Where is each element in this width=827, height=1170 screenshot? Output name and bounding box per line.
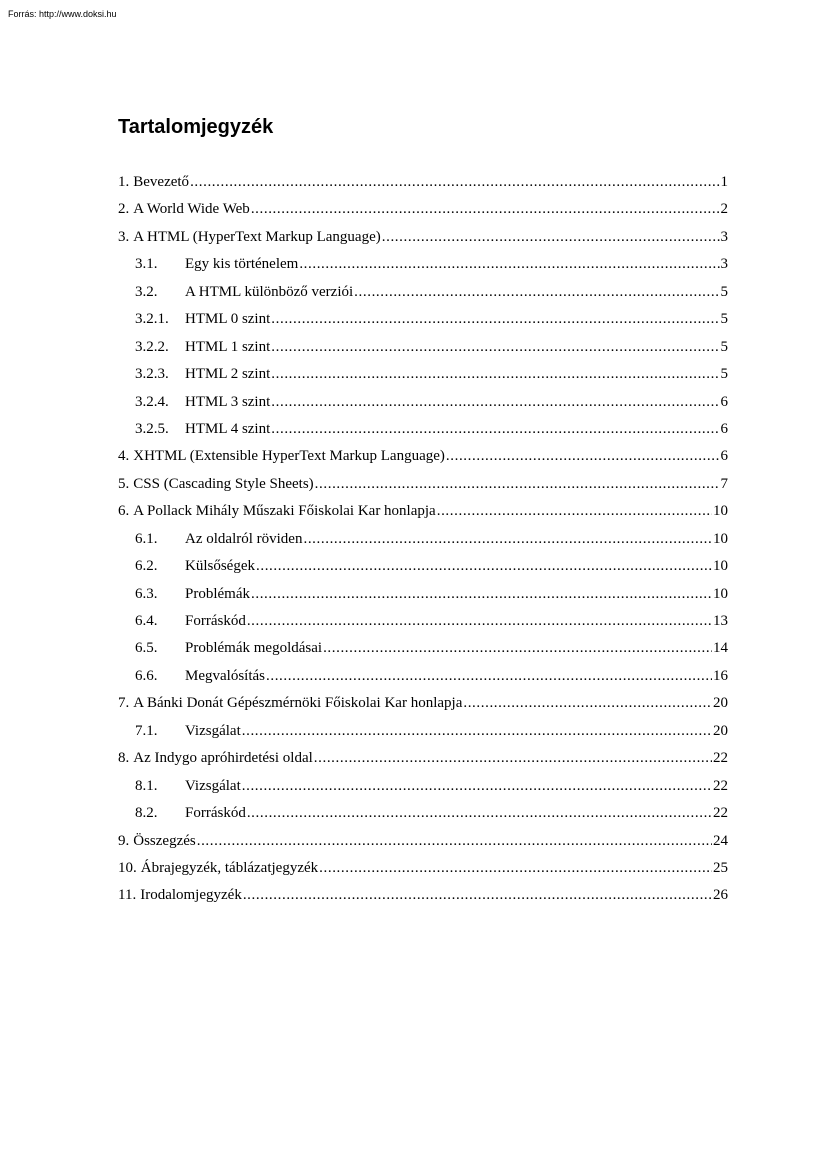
toc-leader-dots: [382, 224, 720, 251]
toc-entry-page: 5: [720, 338, 728, 355]
toc-entry-title: A HTML (HyperText Markup Language): [133, 228, 381, 245]
toc-entry-title: Vizsgálat: [185, 722, 241, 739]
toc-leader-dots: [271, 306, 719, 333]
toc-entry[interactable]: [118, 855, 728, 882]
toc-entry[interactable]: [118, 443, 728, 470]
toc-entry-number: 6.2.: [135, 558, 158, 575]
toc-entry[interactable]: [118, 334, 728, 361]
toc-entry-title: Az Indygo apróhirdetési oldal: [133, 750, 313, 767]
toc-entry-page: 6: [720, 393, 728, 410]
toc-entry-title: Problémák: [185, 585, 250, 602]
toc-entry-title: Megvalósítás: [185, 667, 265, 684]
toc-entry-number: 11.: [118, 887, 137, 904]
toc-entry-number: 9.: [118, 832, 130, 849]
toc-leader-dots: [271, 389, 719, 416]
toc-leader-dots: [271, 334, 719, 361]
toc-entry[interactable]: [118, 581, 728, 608]
toc-entry[interactable]: [118, 553, 728, 580]
toc-entry-number: 6.6.: [135, 667, 158, 684]
toc-leader-dots: [271, 416, 719, 443]
toc-entry-number: 3.2.5.: [135, 420, 169, 437]
toc-entry-page: 10: [713, 503, 728, 520]
toc-entry[interactable]: [118, 361, 728, 388]
toc-entry-page: 20: [713, 695, 728, 712]
toc-entry[interactable]: [118, 828, 728, 855]
toc-entry-number: 3.2.1.: [135, 311, 169, 328]
toc-entry[interactable]: [118, 389, 728, 416]
toc-entry-number: 7.1.: [135, 722, 158, 739]
toc-entry-page: 10: [713, 585, 728, 602]
toc-entry-title: Forráskód: [185, 805, 246, 822]
toc-entry[interactable]: [118, 690, 728, 717]
toc-leader-dots: [271, 361, 719, 388]
toc-entry-number: 3.2.: [135, 283, 158, 300]
toc-entry-title: CSS (Cascading Style Sheets): [133, 475, 314, 492]
toc-leader-dots: [242, 718, 712, 745]
source-note: Forrás: http://www.doksi.hu: [8, 9, 117, 19]
toc-entry[interactable]: [118, 471, 728, 498]
toc-leader-dots: [463, 690, 712, 717]
table-of-contents: [118, 169, 728, 910]
toc-leader-dots: [315, 471, 720, 498]
toc-entry-page: 22: [713, 750, 728, 767]
toc-entry-page: 7: [720, 475, 728, 492]
toc-leader-dots: [354, 279, 719, 306]
toc-entry-number: 3.2.3.: [135, 366, 169, 383]
toc-entry-page: 2: [720, 201, 728, 218]
toc-entry-title: A Bánki Donát Gépészmérnöki Főiskolai Kar honlapja: [133, 695, 463, 712]
toc-entry[interactable]: [118, 279, 728, 306]
toc-entry-number: 1.: [118, 174, 130, 190]
toc-entry[interactable]: [118, 608, 728, 635]
toc-entry-page: 1: [720, 174, 728, 190]
toc-entry[interactable]: [118, 882, 728, 909]
toc-leader-dots: [251, 196, 720, 223]
toc-entry[interactable]: [118, 169, 728, 196]
toc-entry-number: 6.4.: [135, 613, 158, 629]
toc-entry-page: 20: [713, 722, 728, 739]
toc-entry-title: Forráskód: [185, 613, 246, 629]
toc-entry-page: 16: [713, 667, 728, 684]
toc-leader-dots: [266, 663, 712, 690]
toc-leader-dots: [242, 773, 712, 800]
toc-entry[interactable]: [118, 498, 728, 525]
toc-entry-number: 3.2.4.: [135, 393, 169, 410]
toc-entry-page: 10: [713, 558, 728, 575]
toc-entry-number: 3.: [118, 228, 130, 245]
toc-entry-title: HTML 3 szint: [185, 393, 271, 410]
toc-entry-number: 3.2.2.: [135, 338, 169, 355]
toc-leader-dots: [303, 526, 712, 553]
toc-leader-dots: [190, 169, 719, 196]
toc-entry-page: 3: [720, 256, 728, 273]
toc-entry-title: Külsőségek: [185, 558, 255, 575]
toc-leader-dots: [319, 855, 712, 882]
toc-leader-dots: [299, 251, 719, 278]
toc-entry-page: 6: [720, 420, 728, 437]
toc-leader-dots: [256, 553, 712, 580]
toc-entry-number: 6.: [118, 503, 130, 520]
toc-entry[interactable]: [118, 224, 728, 251]
toc-entry-number: 4.: [118, 448, 130, 465]
toc-entry-number: 8.2.: [135, 805, 158, 822]
toc-entry-page: 22: [713, 805, 728, 822]
toc-entry-page: 13: [713, 613, 728, 629]
toc-entry[interactable]: [118, 416, 728, 443]
toc-entry-number: 8.: [118, 750, 130, 767]
toc-entry-title: A Pollack Mihály Műszaki Főiskolai Kar honlapja: [133, 503, 436, 520]
toc-entry-number: 8.1.: [135, 777, 158, 794]
toc-leader-dots: [197, 828, 712, 855]
toc-entry-number: 10.: [118, 859, 137, 876]
toc-entry-page: 5: [720, 311, 728, 328]
toc-entry[interactable]: [118, 526, 728, 553]
toc-leader-dots: [247, 800, 712, 827]
toc-entry-title: Problémák megoldásai: [185, 640, 323, 657]
toc-entry-title: HTML 1 szint: [185, 338, 271, 355]
toc-leader-dots: [247, 608, 712, 635]
toc-entry-title: Az oldalról röviden: [185, 530, 303, 547]
toc-leader-dots: [437, 498, 712, 525]
toc-entry-title: Vizsgálat: [185, 777, 241, 794]
toc-entry-number: 6.5.: [135, 640, 158, 657]
toc-entry-title: HTML 4 szint: [185, 420, 271, 437]
toc-entry[interactable]: [118, 718, 728, 745]
toc-entry[interactable]: [118, 196, 728, 223]
toc-leader-dots: [314, 745, 712, 772]
toc-entry-page: 22: [713, 777, 728, 794]
toc-entry[interactable]: [118, 663, 728, 690]
toc-leader-dots: [243, 882, 712, 909]
page-title: Tartalomjegyzék: [118, 116, 274, 138]
toc-entry-page: 24: [713, 832, 728, 849]
toc-leader-dots: [251, 581, 712, 608]
toc-entry-title: Irodalomjegyzék: [140, 887, 242, 904]
toc-entry-page: 3: [720, 228, 728, 245]
toc-entry-page: 6: [720, 448, 728, 465]
toc-entry-number: 5.: [118, 475, 130, 492]
toc-entry[interactable]: [118, 635, 728, 662]
toc-entry-page: 10: [713, 530, 728, 547]
toc-entry-page: 5: [720, 283, 728, 300]
toc-entry-page: 5: [720, 366, 728, 383]
toc-entry-title: HTML 0 szint: [185, 311, 271, 328]
toc-entry-title: Bevezető: [133, 174, 190, 190]
toc-entry-title: Egy kis történelem: [185, 256, 299, 273]
toc-entry[interactable]: [118, 800, 728, 827]
toc-entry-number: 6.3.: [135, 585, 158, 602]
toc-entry[interactable]: [118, 745, 728, 772]
toc-entry-title: XHTML (Extensible HyperText Markup Language): [133, 448, 445, 465]
toc-entry[interactable]: [118, 251, 728, 278]
toc-entry-page: 25: [713, 859, 728, 876]
toc-entry-number: 3.1.: [135, 256, 158, 273]
toc-entry-title: A HTML különböző verziói: [185, 283, 354, 300]
toc-entry-number: 7.: [118, 695, 130, 712]
toc-entry-title: Összegzés: [133, 832, 196, 849]
toc-entry-number: 6.1.: [135, 530, 158, 547]
toc-entry[interactable]: [118, 306, 728, 333]
toc-entry-title: HTML 2 szint: [185, 366, 271, 383]
toc-entry-title: Ábrajegyzék, táblázatjegyzék: [140, 859, 319, 876]
toc-entry-page: 26: [713, 887, 728, 904]
toc-entry-page: 14: [713, 640, 728, 657]
toc-entry-number: 2.: [118, 201, 130, 218]
toc-leader-dots: [446, 443, 720, 470]
toc-entry[interactable]: [118, 773, 728, 800]
toc-leader-dots: [323, 635, 712, 662]
toc-entry-title: A World Wide Web: [133, 201, 250, 218]
